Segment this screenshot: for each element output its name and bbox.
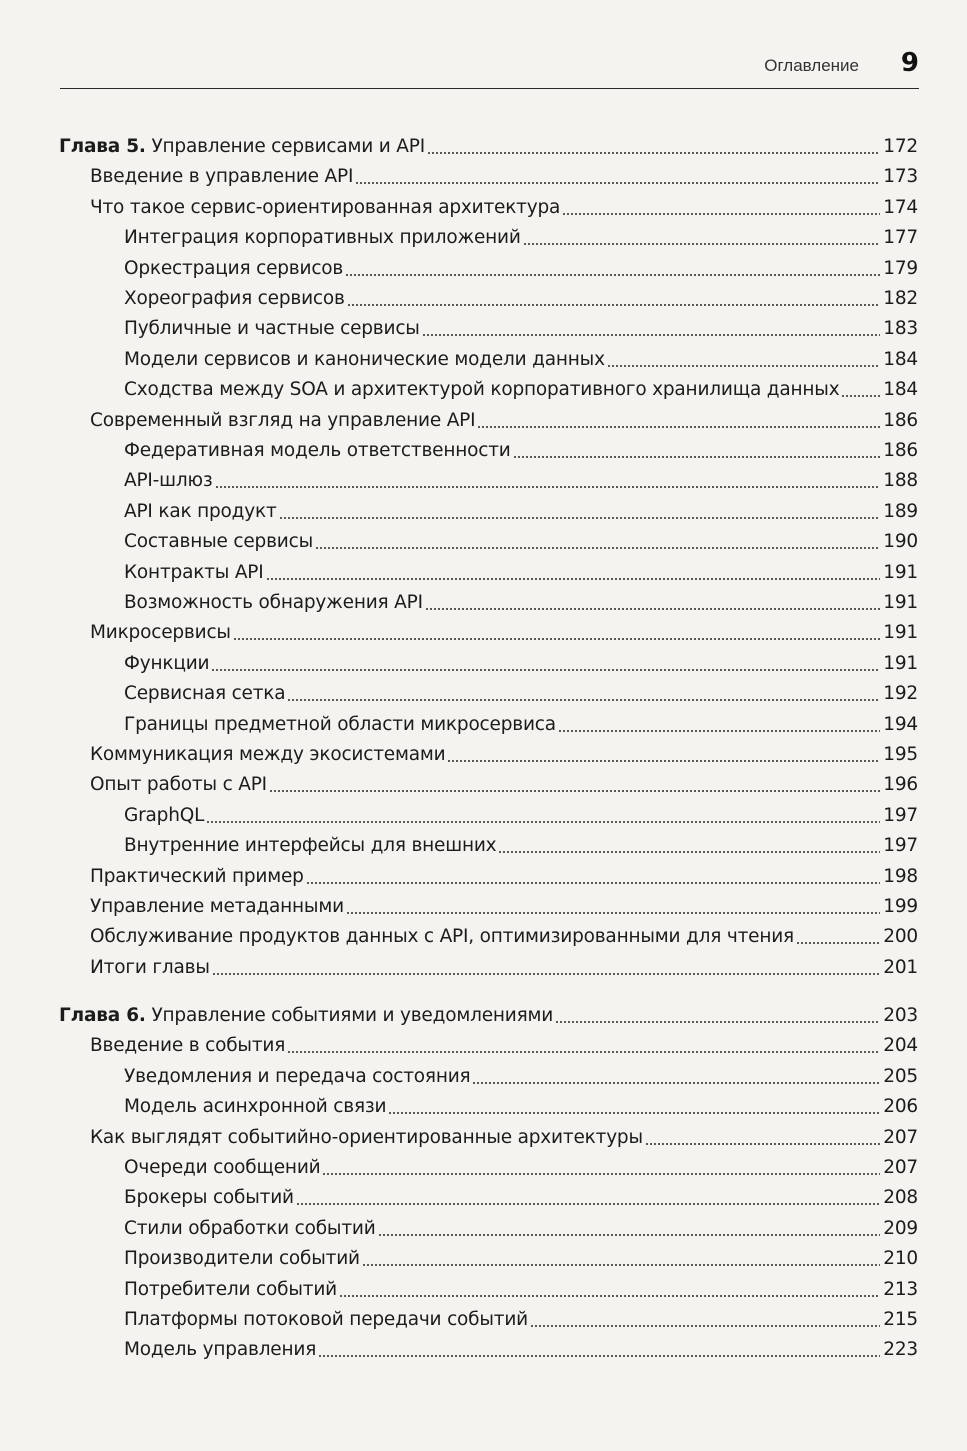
toc-page-number: 186 — [883, 440, 918, 461]
toc-subsection-row — [0, 711, 967, 737]
toc-entry-title — [90, 409, 475, 433]
toc-entry-title — [124, 439, 511, 463]
toc-subsection-row — [0, 589, 967, 615]
toc-entry-title — [124, 1308, 528, 1332]
toc-subsection-row — [0, 528, 967, 554]
toc-page-number: 183 — [883, 318, 918, 340]
toc-entry-title — [90, 956, 210, 980]
toc-page-number: 192 — [883, 683, 918, 705]
toc-subsection-row — [0, 802, 967, 828]
toc-section-row — [0, 741, 967, 767]
entry-text: Что такое сервис-ориентированная архитектура — [90, 196, 561, 218]
toc-page-number: 213 — [883, 1278, 918, 1300]
entry-text: Стили обработки событий — [124, 1217, 376, 1239]
toc-page-number: 182 — [883, 288, 918, 309]
toc-subsection-row — [0, 1154, 967, 1180]
dot-leader — [315, 546, 880, 550]
toc-entry-title — [124, 561, 264, 585]
toc-section-row — [0, 771, 967, 797]
toc-subsection-row — [0, 559, 967, 585]
toc-entry-title — [124, 530, 313, 554]
toc-entry-title — [124, 804, 204, 828]
dot-leader — [211, 668, 880, 672]
dot-leader — [233, 637, 880, 641]
toc-page-number: 206 — [883, 1096, 918, 1118]
dot-leader — [339, 1294, 880, 1298]
dot-leader — [422, 333, 880, 337]
dot-leader — [841, 394, 880, 398]
dot-leader — [318, 1354, 880, 1358]
toc-subsection-row — [0, 467, 967, 493]
toc-section-row — [0, 194, 967, 220]
dot-leader — [287, 1050, 880, 1054]
toc-subsection-row — [0, 498, 967, 524]
dot-leader — [346, 911, 880, 915]
toc-entry-title — [124, 1247, 360, 1271]
toc-entry-title — [90, 1034, 285, 1058]
dot-leader — [607, 364, 880, 368]
toc-subsection-row — [0, 1184, 967, 1210]
toc-page-number: 201 — [883, 956, 918, 978]
entry-text: Федеративная модель ответственности — [124, 440, 511, 461]
entry-text: Очереди сообщений — [124, 1157, 321, 1178]
toc-subsection-row — [0, 437, 967, 463]
entry-text: API как продукт — [124, 500, 277, 522]
toc-entry-title — [124, 1186, 294, 1210]
toc-page-number: 207 — [883, 1157, 918, 1178]
dot-leader — [287, 698, 880, 702]
chapter-prefix: Глава 5. — [59, 136, 146, 157]
toc-page-number: 223 — [883, 1339, 918, 1361]
toc-page-number: 210 — [883, 1248, 918, 1270]
toc-page-number: 208 — [883, 1187, 918, 1209]
toc-entry-title — [90, 925, 794, 949]
toc-entry-title — [90, 865, 304, 889]
dot-leader — [306, 881, 880, 885]
dot-leader — [558, 729, 880, 733]
dot-leader — [215, 485, 880, 489]
toc-page-number: 184 — [883, 348, 918, 370]
toc-subsection-row — [0, 1093, 967, 1119]
toc-entry-title — [90, 1126, 643, 1150]
entry-text: Микросервисы — [90, 622, 231, 644]
entry-text: Управление метаданными — [90, 896, 344, 917]
entry-text: Уведомления и передача состояния — [124, 1065, 471, 1087]
toc-page-number: 189 — [883, 500, 918, 522]
dot-leader — [212, 972, 880, 976]
chapter-title: Управление сервисами и API — [145, 136, 425, 157]
entry-text: Хореография сервисов — [124, 288, 345, 309]
toc-entry-title — [124, 652, 209, 676]
toc-subsection-row — [0, 255, 967, 281]
toc-entry-title — [124, 1278, 337, 1302]
toc-section-row — [0, 1124, 967, 1150]
dot-leader — [523, 242, 880, 246]
dot-leader — [472, 1081, 880, 1085]
page-number: 9 — [900, 48, 919, 78]
entry-text: Опыт работы с API — [90, 774, 267, 796]
toc-entry-title — [124, 1156, 320, 1180]
entry-text: Внутренние интерфейсы для внешних — [124, 835, 497, 857]
toc-entry-title — [124, 591, 423, 615]
toc-entry-title — [124, 500, 277, 524]
toc-entry-title — [59, 1004, 553, 1028]
toc-page-number: 204 — [883, 1035, 918, 1057]
chapter-title: Управление событиями и уведомлениями — [145, 1005, 554, 1026]
toc-page-number: 199 — [883, 896, 918, 917]
entry-text: Как выглядят событийно-ориентированные архитектуры — [90, 1126, 643, 1148]
entry-text: Интеграция корпоративных приложений — [124, 227, 521, 249]
entry-text: GraphQL — [124, 804, 205, 826]
toc-page-number: 179 — [883, 257, 918, 279]
entry-text: Сходства между SOA и архитектурой корпоративного хранилища данных — [124, 379, 840, 401]
toc-entry-title — [90, 621, 231, 645]
entry-text: Модель управления — [124, 1339, 317, 1361]
toc-page-number: 209 — [883, 1217, 918, 1239]
dot-leader — [447, 759, 880, 763]
toc-page-number: 198 — [883, 865, 918, 887]
dot-leader — [427, 151, 880, 155]
toc-subsection-row — [0, 832, 967, 858]
toc-page-number: 191 — [883, 592, 918, 613]
entry-text: Производители событий — [124, 1248, 360, 1270]
toc-entry-title — [124, 469, 213, 493]
toc-entry-title — [124, 257, 343, 281]
toc-subsection-row — [0, 346, 967, 372]
toc-entry-title — [59, 135, 425, 159]
toc-subsection-row — [0, 1276, 967, 1302]
toc-entry-title — [124, 378, 839, 402]
toc-page-number: 207 — [883, 1126, 918, 1148]
toc-subsection-row — [0, 1245, 967, 1271]
entry-text: Модель асинхронной связи — [124, 1096, 387, 1118]
dot-leader — [296, 1202, 880, 1206]
entry-text: Потребители событий — [124, 1278, 337, 1300]
dot-leader — [530, 1324, 880, 1328]
entry-text: Брокеры событий — [124, 1187, 294, 1209]
toc-entry-title — [90, 196, 560, 220]
entry-text: Коммуникация между экосистемами — [90, 744, 446, 765]
toc-entry-title — [124, 348, 605, 372]
toc-entry-title — [90, 743, 445, 767]
toc-subsection-row — [0, 1306, 967, 1332]
dot-leader — [322, 1172, 880, 1176]
toc-page-number: 203 — [883, 1005, 918, 1026]
toc-page-number: 197 — [883, 835, 918, 857]
dot-leader — [345, 273, 880, 277]
entry-text: Сервисная сетка — [124, 683, 286, 705]
toc-entry-title — [124, 317, 420, 341]
entry-text: Практический пример — [90, 865, 304, 887]
dot-leader — [269, 789, 880, 793]
toc-subsection-row — [0, 315, 967, 341]
toc-page-number: 191 — [883, 622, 918, 644]
toc-page-number: 177 — [883, 227, 918, 249]
dot-leader — [347, 303, 880, 307]
dot-leader — [425, 607, 880, 611]
toc-entry-title — [124, 287, 345, 311]
toc-entry-title — [124, 1095, 386, 1119]
toc-subsection-row — [0, 376, 967, 402]
toc-entry-title — [124, 713, 556, 737]
dot-leader — [279, 516, 880, 520]
toc-chapter-row — [0, 1002, 967, 1028]
entry-text: Введение в управление API — [90, 166, 354, 188]
entry-text: Возможность обнаружения API — [124, 592, 423, 613]
toc-page-number: 215 — [883, 1309, 918, 1330]
dot-leader — [555, 1020, 880, 1024]
toc-subsection-row — [0, 285, 967, 311]
toc-section-row — [0, 163, 967, 189]
toc-page-number: 205 — [883, 1065, 918, 1087]
toc-subsection-row — [0, 650, 967, 676]
entry-text: Платформы потоковой передачи событий — [124, 1309, 528, 1330]
toc-page-number: 188 — [883, 470, 918, 492]
entry-text: Оркестрация сервисов — [124, 257, 344, 279]
toc-page-number: 184 — [883, 379, 918, 401]
dot-leader — [477, 425, 880, 429]
toc-entry-title — [124, 682, 285, 706]
dot-leader — [562, 212, 880, 216]
entry-text: Введение в события — [90, 1035, 286, 1057]
dot-leader — [645, 1142, 880, 1146]
dot-leader — [498, 850, 880, 854]
toc-entry-title — [90, 773, 267, 797]
toc-subsection-row — [0, 1063, 967, 1089]
toc-subsection-row — [0, 680, 967, 706]
toc-section-row — [0, 1032, 967, 1058]
toc-page-number: 194 — [883, 713, 918, 735]
entry-text: Публичные и частные сервисы — [124, 318, 420, 340]
entry-text: Обслуживание продуктов данных с API, оптимизированными для чтения — [90, 926, 794, 948]
toc-section-row — [0, 407, 967, 433]
toc-page-number: 186 — [883, 409, 918, 431]
toc-entry-title — [90, 165, 353, 189]
entry-text: Составные сервисы — [124, 531, 313, 553]
toc-section-row — [0, 893, 967, 919]
toc-section-row — [0, 954, 967, 980]
dot-leader — [378, 1233, 880, 1237]
toc-page-number: 174 — [883, 196, 918, 218]
toc-page-number: 196 — [883, 774, 918, 796]
entry-text: Модели сервисов и канонические модели данных — [124, 348, 605, 370]
toc-subsection-row — [0, 1336, 967, 1362]
entry-text: Границы предметной области микросервиса — [124, 713, 556, 735]
toc-subsection-row — [0, 224, 967, 250]
toc-section-row — [0, 619, 967, 645]
toc-section-row — [0, 863, 967, 889]
entry-text: Контракты API — [124, 561, 264, 583]
toc-entry-title — [124, 226, 521, 250]
toc-page-number: 190 — [883, 531, 918, 553]
entry-text: API-шлюз — [124, 470, 213, 492]
toc-page-number: 172 — [883, 136, 918, 157]
toc-page-number: 173 — [883, 166, 918, 188]
toc-chapter-row — [0, 133, 967, 159]
toc-entry-title — [124, 1065, 470, 1089]
toc-entry-title — [124, 1217, 376, 1241]
toc-entry-title — [124, 1338, 316, 1362]
toc-page-number: 195 — [883, 744, 918, 765]
dot-leader — [266, 577, 880, 581]
toc-page-number: 191 — [883, 652, 918, 674]
entry-text: Современный взгляд на управление API — [90, 409, 476, 431]
toc-subsection-row — [0, 1215, 967, 1241]
toc-section-row — [0, 923, 967, 949]
dot-leader — [362, 1263, 880, 1267]
running-header-title: Оглавление — [764, 56, 859, 75]
chapter-prefix: Глава 6. — [59, 1005, 146, 1026]
dot-leader — [388, 1111, 880, 1115]
toc-page-number: 197 — [883, 804, 918, 826]
toc-page-number: 200 — [883, 926, 918, 948]
toc-page-number: 191 — [883, 561, 918, 583]
toc-entry-title — [90, 895, 344, 919]
dot-leader — [355, 181, 880, 185]
entry-text: Функции — [124, 652, 210, 674]
entry-text: Итоги главы — [90, 956, 210, 978]
running-header — [60, 44, 919, 89]
dot-leader — [513, 455, 880, 459]
dot-leader — [206, 820, 880, 824]
toc-entry-title — [124, 834, 496, 858]
dot-leader — [796, 941, 880, 945]
